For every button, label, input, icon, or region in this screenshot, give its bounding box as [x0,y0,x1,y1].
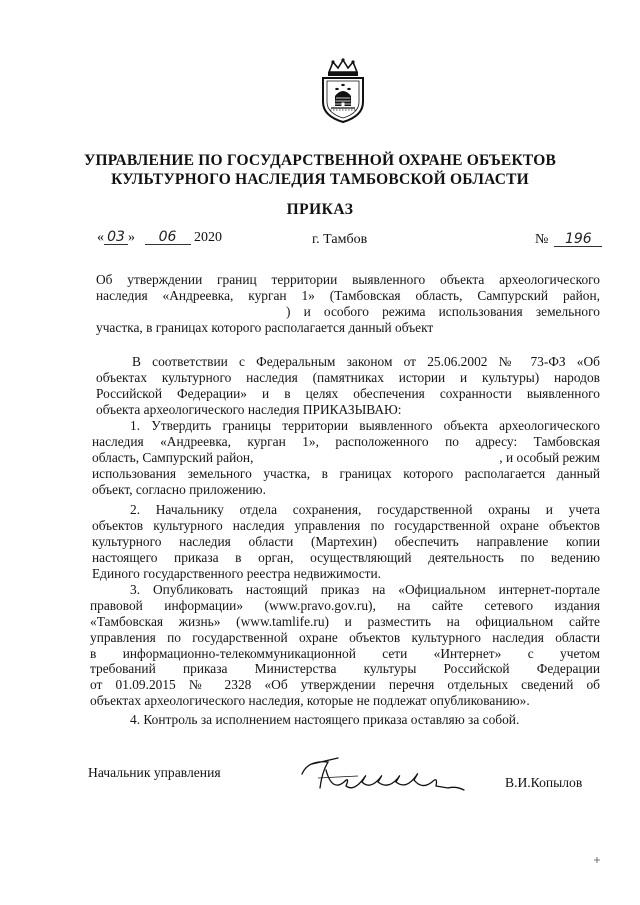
text-line: Единого государственного реестра недвижимости. [92,565,382,581]
signer-position: Начальник управления [88,765,221,780]
text-line: область, Сампурский район, [92,449,254,465]
text-line: Российской Федерации» и в целях обеспечения сохранности выявленного [96,385,600,401]
text-line: объектах археологического наследия, которые не подлежат опубликованию». [90,693,530,709]
date-year: 2020 [194,230,222,245]
text-line: от 01.09.2015 № 2328 «Об утверждении перечня отдельных сведений об [90,677,600,693]
text-line: управления по государственной охране объектов культурного наследия области [90,629,600,645]
text-line: , и особый режим [499,449,600,465]
order-subject [96,272,600,336]
text-line: объектах культурного наследия (памятниках истории и культуры) народов [96,369,600,385]
quote-close: » [128,230,135,245]
org-name-line2: КУЛЬТУРНОГО НАСЛЕДИЯ ТАМБОВСКОЙ ОБЛАСТИ [111,171,529,188]
text-line: использования земельного участка, в границах которого располагается данный [92,465,600,481]
org-name-line1: УПРАВЛЕНИЕ ПО ГОСУДАРСТВЕННОЙ ОХРАНЕ ОБЪЕКТОВ [83,152,557,169]
signer-name: В.И.Копылов [505,775,583,790]
date-month: 06 [145,230,191,245]
date-day: 03 [104,230,128,245]
order-number [535,232,602,248]
number-label: № [535,232,549,247]
subject-line: наследия «Андреевка, курган 1» (Тамбовская область, Сампурский район, [96,287,600,303]
text-line: объекта археологического наследия ПРИКАЗЫВАЮ: [96,401,402,417]
text-line: наследия «Андреевка, курган 1», расположенного по адресу: Тамбовская [92,433,600,449]
text-line: объектов культурного наследия управления по государственной охране объектов [92,517,600,533]
text-line: В соответствии с Федеральным законом от 25.06.2002 № 73-ФЗ «Об [132,354,600,369]
text-line: «Тамбовская жизнь» (www.tamlife.ru) и разместить на официальном сайте [90,613,600,629]
corner-mark-icon [592,855,602,865]
text-line: 4. Контроль за исполнением настоящего приказа оставляю за собой. [130,712,520,727]
text-line: культурного наследия области (Мартехин) обеспечить направление копии [92,533,600,549]
document-title: ПРИКАЗ [286,201,354,218]
text-line: 3. Опубликовать настоящий приказ на «Официальном интернет-портале [130,582,600,597]
text-line: объект, согласно приложению. [92,481,266,497]
text-line: настоящего приказа в орган, осуществляющий деятельность по ведению [92,549,600,565]
quote-open: « [97,230,104,245]
subject-line: Об утверждении границ территории выявленного объекта археологического [96,272,600,287]
text-line: 1. Утвердить границы территории выявленного объекта археологического [130,418,600,433]
item-2-paragraph [92,502,600,581]
intro-paragraph [96,354,600,418]
item-4-paragraph [130,712,600,728]
text-line: правовой информации» (www.pravo.gov.ru), на сайте сетевого издания [90,597,600,613]
item-1-paragraph [92,418,600,497]
subject-line: ) и особого режима использования земельного [286,303,600,319]
text-line: требований приказа Министерства культуры Российской Федерации [90,661,600,677]
text-line: в информационно-телекоммуникационной сети «Интернет» с учетом [90,645,600,661]
number-value: 196 [554,232,602,247]
text-line: 2. Начальнику отдела сохранения, государственной охраны и учета [130,502,600,517]
handwritten-signature [298,752,468,802]
subject-line: участка, в границах которого располагается данный объект [96,319,434,335]
city: г. Тамбов [312,232,368,247]
item-3-paragraph [90,582,600,709]
order-date [97,230,222,246]
coat-of-arms-icon [317,58,369,124]
